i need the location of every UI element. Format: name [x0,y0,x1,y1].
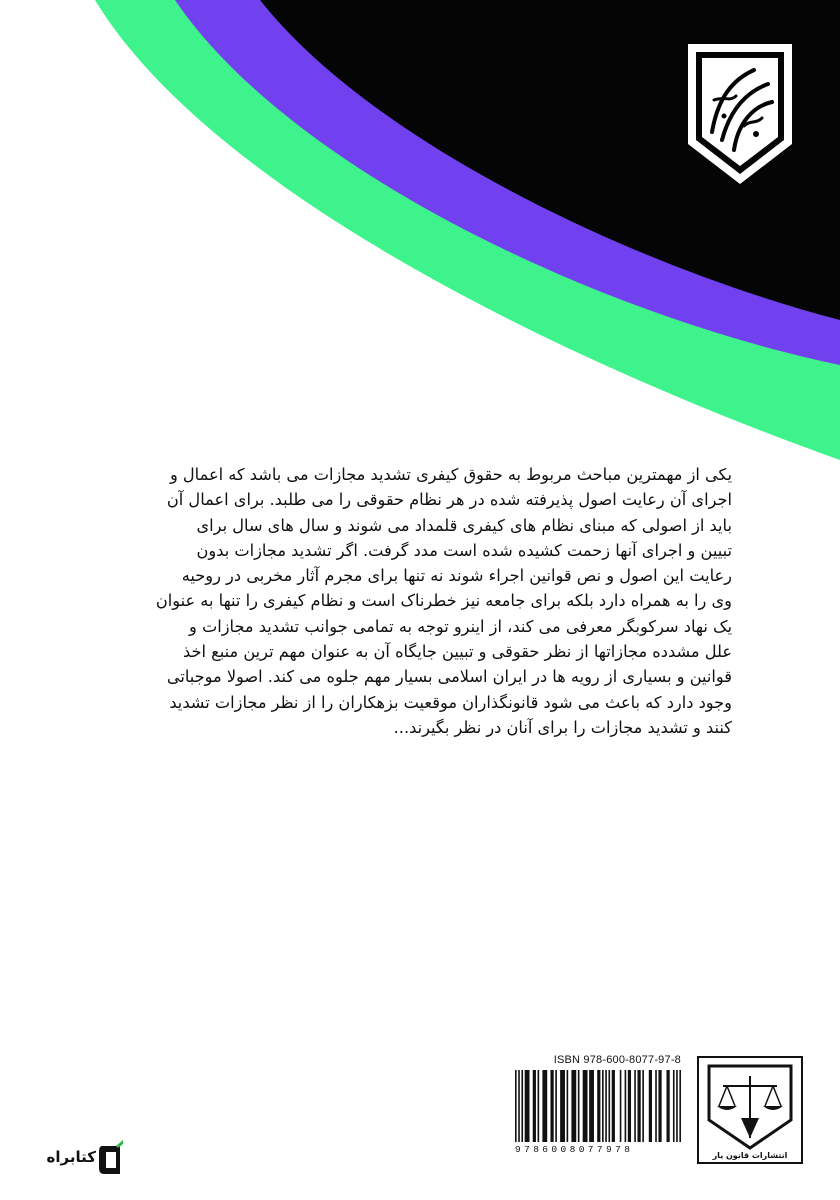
barcode-bar [679,1070,681,1142]
description-line: کنند و تشدید مجازات را برای آنان در نظر بگیرند... [393,717,732,737]
isbn-label: ISBN 978-600-8077-97-8 [553,1054,681,1066]
barcode-bar [649,1070,652,1142]
ketabrah-logo-icon [96,1138,126,1178]
barcode-bar [655,1070,657,1142]
barcode-bar [525,1070,530,1142]
publisher-emblem-icon [684,40,796,188]
barcode-bar [533,1070,536,1142]
brand-name: کتابراه [46,1148,96,1166]
barcode-bar [597,1070,600,1142]
barcode-bar [571,1070,576,1142]
publisher-name: انتشارات قانون یار [712,1151,788,1160]
barcode-bar [625,1070,627,1142]
description-line: وجود دارد که باعث می شود قانونگذاران موقعیت بزهکاران را از نظر مجازات تشدید [169,692,732,712]
barcode-bar [628,1070,631,1142]
barcode-bar [605,1070,607,1142]
barcode-bar [538,1070,540,1142]
barcode-bar [634,1070,636,1142]
barcode-bar [521,1070,523,1142]
description-line: باید از اصولی که مبنای نظام های کیفری قلمداد می شوند و سال های سال برای [196,515,732,535]
barcode-bar [567,1070,569,1142]
description-line: یکی از مهمترین مباحث مربوط به حقوق کیفری تشدید مجازات می باشد که اعمال و [169,465,732,484]
description-line: اجرای آن رعایت اصول پذیرفته شده در هر نظام حقوقی را می طلبد. برای اعمال آن [166,490,732,510]
barcode-bar [676,1070,678,1142]
description-line: تبیین و اجرای آنها زحمت کشیده شده است مدد گرفت. اگر تشدید مجازات بدون [196,540,732,560]
barcode-bar [602,1070,604,1142]
barcode-bar [515,1070,517,1142]
barcode-bar [637,1070,640,1142]
barcode-bar [612,1070,615,1142]
barcode-bar [560,1070,565,1142]
barcode-bar [550,1070,553,1142]
description-line: قوانین و بسیاری از رویه ها در ایران اسلامی بسیار مهم جلوه می کند. اصولا موجباتی [166,667,732,687]
description-line: رعایت این اصول و نص قوانین اجراء شوند نه تنها برای مجرم آثار مخربی در روحیه [181,566,732,586]
publisher-logo-icon [697,1056,803,1164]
description-line: یک نهاد سرکوبگر معرفی می کند، از اینرو توجه به تمامی جوانب تشدید مجازات و [189,616,732,636]
ketabrah-brand [30,1138,130,1182]
barcode-bar [555,1070,557,1142]
barcode-bar [518,1070,520,1142]
barcode-panel [509,1054,807,1164]
book-description [112,462,732,740]
barcode-bar [642,1070,644,1142]
barcode-bar [589,1070,594,1142]
barcode-bar [658,1070,661,1142]
barcode-bar [673,1070,675,1142]
description-line: وی را به همراه دارد بلکه برای جامعه نیز خطرناک است و نظام کیفری را تنها به عنوان [155,591,732,611]
description-line: علل مشدده مجازاتها از نظر حقوقی و تبیین جایگاه آن به عنوان مهم ترین منبع اخذ [182,642,732,662]
barcode-icon [515,1070,683,1144]
barcode-bar [578,1070,580,1142]
barcode-digits: 9786008077978 [515,1144,634,1155]
barcode-bar [667,1070,670,1142]
barcode-bar [583,1070,588,1142]
barcode-bar [620,1070,622,1142]
barcode-bar [608,1070,610,1142]
barcode-bar [542,1070,547,1142]
